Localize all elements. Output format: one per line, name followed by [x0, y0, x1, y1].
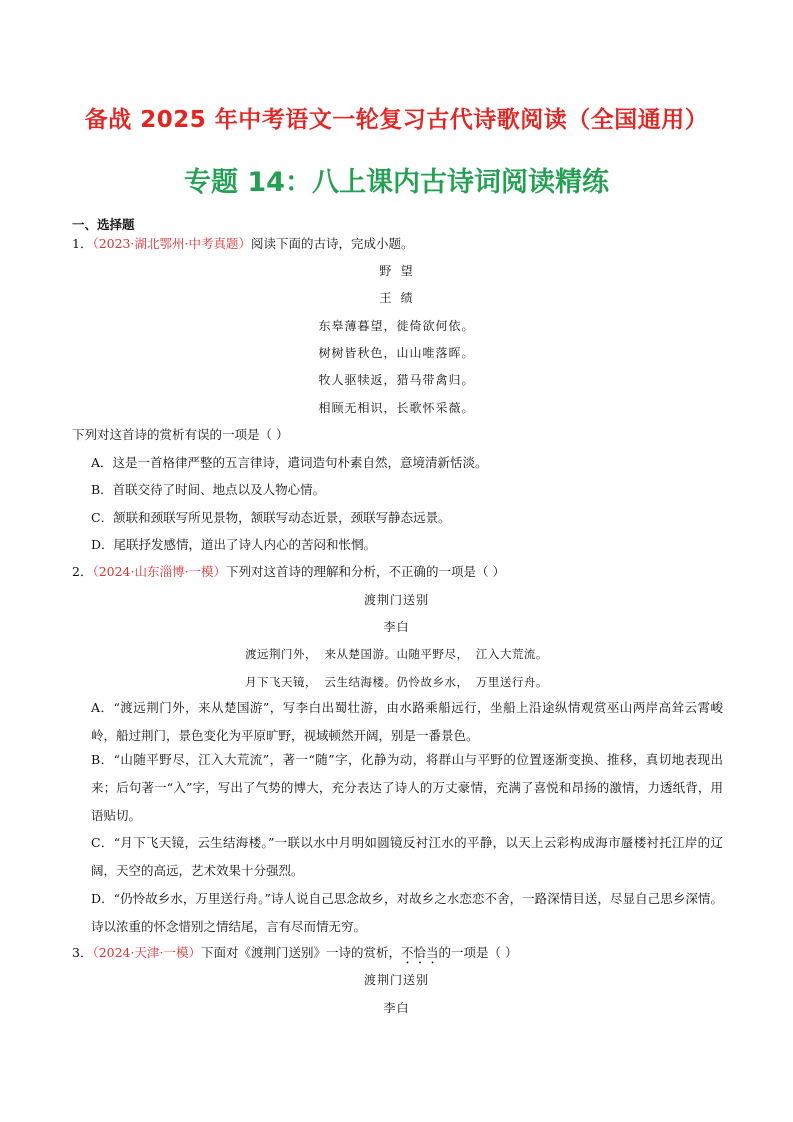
question-2-header	[72, 564, 505, 580]
question-3-source: （2024·天津·一模）	[92, 945, 201, 960]
question-2-number: 2．	[72, 564, 93, 579]
poem-2-title: 渡荆门送别	[363, 593, 429, 607]
poem-1-line: 相顾无相识，长歌怀采薇。	[318, 401, 475, 415]
poem-1-line: 牧人驱犊返，猎马带禽归。	[318, 373, 475, 387]
question-3-prompt: 下面对《渡荆门送别》一诗的赏析，	[200, 945, 401, 960]
question-1-prompt: 阅读下面的古诗，完成小题。	[250, 236, 414, 251]
question-2-source: （2024·山东淄博·一模）	[92, 564, 226, 579]
question-1-option-d: D．尾联抒发感情，道出了诗人内心的苦闷和怅惘。	[91, 537, 377, 552]
question-2-prompt: 下列对这首诗的理解和分析，不正确的一项是（ ）	[225, 564, 505, 579]
poem-3-title: 渡荆门送别	[363, 973, 429, 987]
poem-2-author: 李白	[383, 620, 410, 634]
question-2-option-c: C．“月下飞天镜，云生结海楼。”一联以水中月明如圆镜反衬江水的平静，以天上云彩构成海市蜃楼衬托江岸的辽阔，天空的高远，艺术效果十分强烈。	[91, 835, 723, 878]
question-2-option-b: B．“山随平野尽，江入大荒流”，著一“随”字，化静为动，将群山与平野的位置逐渐变换、推移，真切地表现出来；后句著一“入”字，写出了气势的博大，充分表达了诗人的万丈豪情，充满了喜悦和昂扬的激情，力透纸背，用语贴切。	[91, 752, 723, 823]
question-1-option-a: A．这是一首格律严整的五言律诗，遣词造句朴素自然，意境清新恬淡。	[91, 455, 488, 470]
question-3-prompt-end: 的一项是（ ）	[438, 945, 518, 960]
question-1-option-b: B．首联交待了时间、地点以及人物心情。	[91, 482, 326, 497]
poem-2-line: 渡远荆门外， 来从楚国游。山随平野尽， 江入大荒流。	[245, 647, 548, 661]
question-1-number: 1．	[72, 236, 93, 251]
poem-3-author: 李白	[383, 1001, 410, 1015]
question-1-source: （2023·湖北鄂州·中考真题）	[92, 236, 251, 251]
question-2-option-d: D．“仍怜故乡水，万里送行舟。”诗人说自己思念故乡，对故乡之水恋恋不舍，一路深情目送，尽显自己思乡深情。诗以浓重的怀念惜别之情结尾，言有尽而情无穷。	[91, 891, 723, 934]
document-subtitle: 专题 14：八上课内古诗词阅读精练	[184, 167, 609, 198]
question-1-header	[72, 236, 413, 252]
question-3-header	[72, 945, 517, 967]
document-title: 备战 2025 年中考语文一轮复习古代诗歌阅读（全国通用）	[84, 107, 709, 133]
poem-1-title: 野 望	[379, 264, 414, 278]
poem-1-author: 王 绩	[379, 291, 414, 305]
question-1-stem: 下列对这首诗的赏析有误的一项是（ ）	[72, 427, 289, 442]
section-heading: 一、选择题	[72, 217, 135, 232]
question-1-option-c: C．颔联和颈联写所见景物，颔联写动态近景，颈联写静态远景。	[91, 510, 451, 525]
question-3-number: 3．	[72, 945, 93, 960]
question-3-emphasis: 不恰当	[400, 945, 439, 960]
question-2-option-a: A．“渡远荆门外，来从楚国游”，写李白出蜀壮游，由水路乘船远行，坐船上沿途纵情观赏巫山两岸高耸云霄峻岭，船过荆门，景色变化为平原旷野，视域顿然开阔，别是一番景色。	[91, 700, 723, 743]
poem-1-line: 树树皆秋色，山山唯落晖。	[318, 346, 475, 360]
poem-2-line: 月下飞天镜， 云生结海楼。仍怜故乡水， 万里送行舟。	[245, 675, 548, 689]
poem-1-line: 东皋薄暮望，徙倚欲何依。	[318, 319, 475, 333]
